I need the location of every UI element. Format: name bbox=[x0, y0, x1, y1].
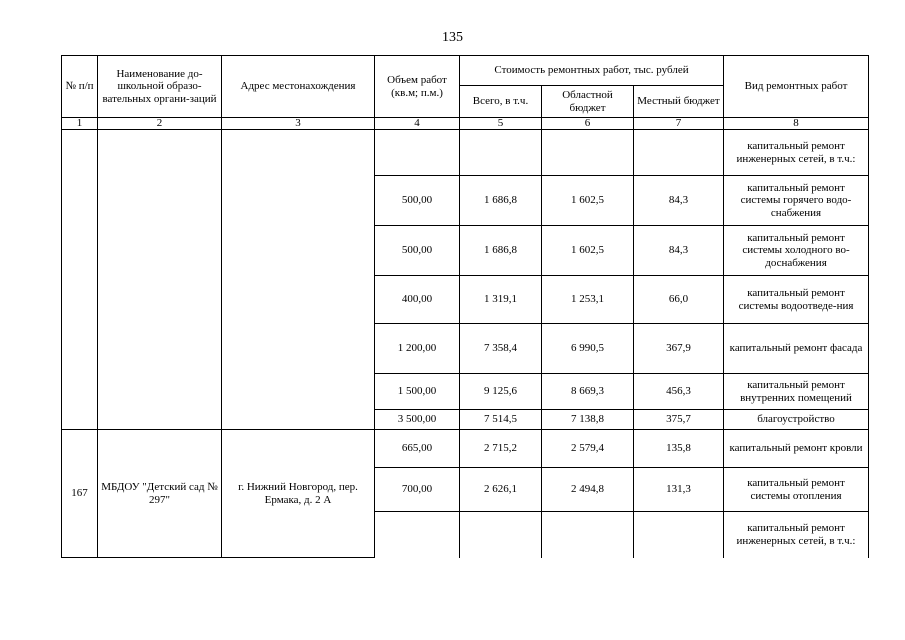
colnum-2: 2 bbox=[98, 118, 222, 130]
header-local: Местный бюджет bbox=[634, 86, 724, 118]
volume-cell: 665,00 bbox=[375, 430, 460, 468]
work-cell: капитальный ремонт системы водоотведе-ния bbox=[724, 276, 869, 324]
colnum-7: 7 bbox=[634, 118, 724, 130]
volume-cell bbox=[375, 512, 460, 558]
volume-cell: 500,00 bbox=[375, 226, 460, 276]
regional-cell: 2 494,8 bbox=[542, 468, 634, 512]
local-cell: 375,7 bbox=[634, 410, 724, 430]
volume-cell: 500,00 bbox=[375, 176, 460, 226]
colnum-6: 6 bbox=[542, 118, 634, 130]
work-cell: капитальный ремонт внутренних помещений bbox=[724, 374, 869, 410]
header-cost-group: Стоимость ремонтных работ, тыс. рублей bbox=[460, 56, 724, 86]
total-cell: 1 686,8 bbox=[460, 176, 542, 226]
work-cell: капитальный ремонт системы холодного во-доснабжения bbox=[724, 226, 869, 276]
local-cell: 84,3 bbox=[634, 176, 724, 226]
local-cell: 367,9 bbox=[634, 324, 724, 374]
local-cell: 131,3 bbox=[634, 468, 724, 512]
total-cell: 1 686,8 bbox=[460, 226, 542, 276]
volume-cell bbox=[375, 130, 460, 176]
volume-cell: 400,00 bbox=[375, 276, 460, 324]
header-work-type: Вид ремонтных работ bbox=[724, 56, 869, 118]
header-total: Всего, в т.ч. bbox=[460, 86, 542, 118]
page-number: 135 bbox=[442, 30, 463, 45]
table-row bbox=[62, 130, 869, 176]
header-num: № п/п bbox=[62, 56, 98, 118]
local-cell: 456,3 bbox=[634, 374, 724, 410]
volume-cell: 1 500,00 bbox=[375, 374, 460, 410]
total-cell: 1 319,1 bbox=[460, 276, 542, 324]
org-address-cell: г. Нижний Новгород, пер. Ермака, д. 2 А bbox=[222, 430, 375, 558]
volume-cell: 3 500,00 bbox=[375, 410, 460, 430]
header-row bbox=[62, 56, 869, 86]
work-cell: капитальный ремонт системы горячего водо-снабжения bbox=[724, 176, 869, 226]
total-cell bbox=[460, 512, 542, 558]
total-cell: 7 514,5 bbox=[460, 410, 542, 430]
continuation-address-cell bbox=[222, 130, 375, 430]
local-cell bbox=[634, 130, 724, 176]
work-cell: капитальный ремонт системы отопления bbox=[724, 468, 869, 512]
colnum-3: 3 bbox=[222, 118, 375, 130]
org-name-cell: МБДОУ "Детский сад № 297" bbox=[98, 430, 222, 558]
header-regional: Областной бюджет bbox=[542, 86, 634, 118]
local-cell bbox=[634, 512, 724, 558]
header-name: Наименование до-школьной образо-вательных органи-заций bbox=[98, 56, 222, 118]
colnum-5: 5 bbox=[460, 118, 542, 130]
local-cell: 135,8 bbox=[634, 430, 724, 468]
total-cell: 7 358,4 bbox=[460, 324, 542, 374]
regional-cell: 1 602,5 bbox=[542, 226, 634, 276]
volume-cell: 1 200,00 bbox=[375, 324, 460, 374]
org-num-cell: 167 bbox=[62, 430, 98, 558]
work-cell: капитальный ремонт кровли bbox=[724, 430, 869, 468]
regional-cell: 8 669,3 bbox=[542, 374, 634, 410]
local-cell: 84,3 bbox=[634, 226, 724, 276]
work-cell: капитальный ремонт фасада bbox=[724, 324, 869, 374]
regional-cell bbox=[542, 512, 634, 558]
colnum-1: 1 bbox=[62, 118, 98, 130]
column-numbers-row bbox=[62, 118, 869, 130]
continuation-name-cell bbox=[98, 130, 222, 430]
regional-cell bbox=[542, 130, 634, 176]
regional-cell: 6 990,5 bbox=[542, 324, 634, 374]
total-cell: 2 626,1 bbox=[460, 468, 542, 512]
volume-cell: 700,00 bbox=[375, 468, 460, 512]
local-cell: 66,0 bbox=[634, 276, 724, 324]
continuation-num-cell bbox=[62, 130, 98, 430]
regional-cell: 2 579,4 bbox=[542, 430, 634, 468]
regional-cell: 7 138,8 bbox=[542, 410, 634, 430]
colnum-4: 4 bbox=[375, 118, 460, 130]
header-address: Адрес местонахождения bbox=[222, 56, 375, 118]
repair-works-table bbox=[61, 55, 869, 558]
total-cell: 2 715,2 bbox=[460, 430, 542, 468]
total-cell bbox=[460, 130, 542, 176]
regional-cell: 1 253,1 bbox=[542, 276, 634, 324]
work-cell: благоустройство bbox=[724, 410, 869, 430]
work-cell: капитальный ремонт инженерных сетей, в т.ч.: bbox=[724, 130, 869, 176]
table-row bbox=[62, 430, 869, 468]
header-volume: Объем работ (кв.м; п.м.) bbox=[375, 56, 460, 118]
total-cell: 9 125,6 bbox=[460, 374, 542, 410]
regional-cell: 1 602,5 bbox=[542, 176, 634, 226]
colnum-8: 8 bbox=[724, 118, 869, 130]
work-cell: капитальный ремонт инженерных сетей, в т.ч.: bbox=[724, 512, 869, 558]
